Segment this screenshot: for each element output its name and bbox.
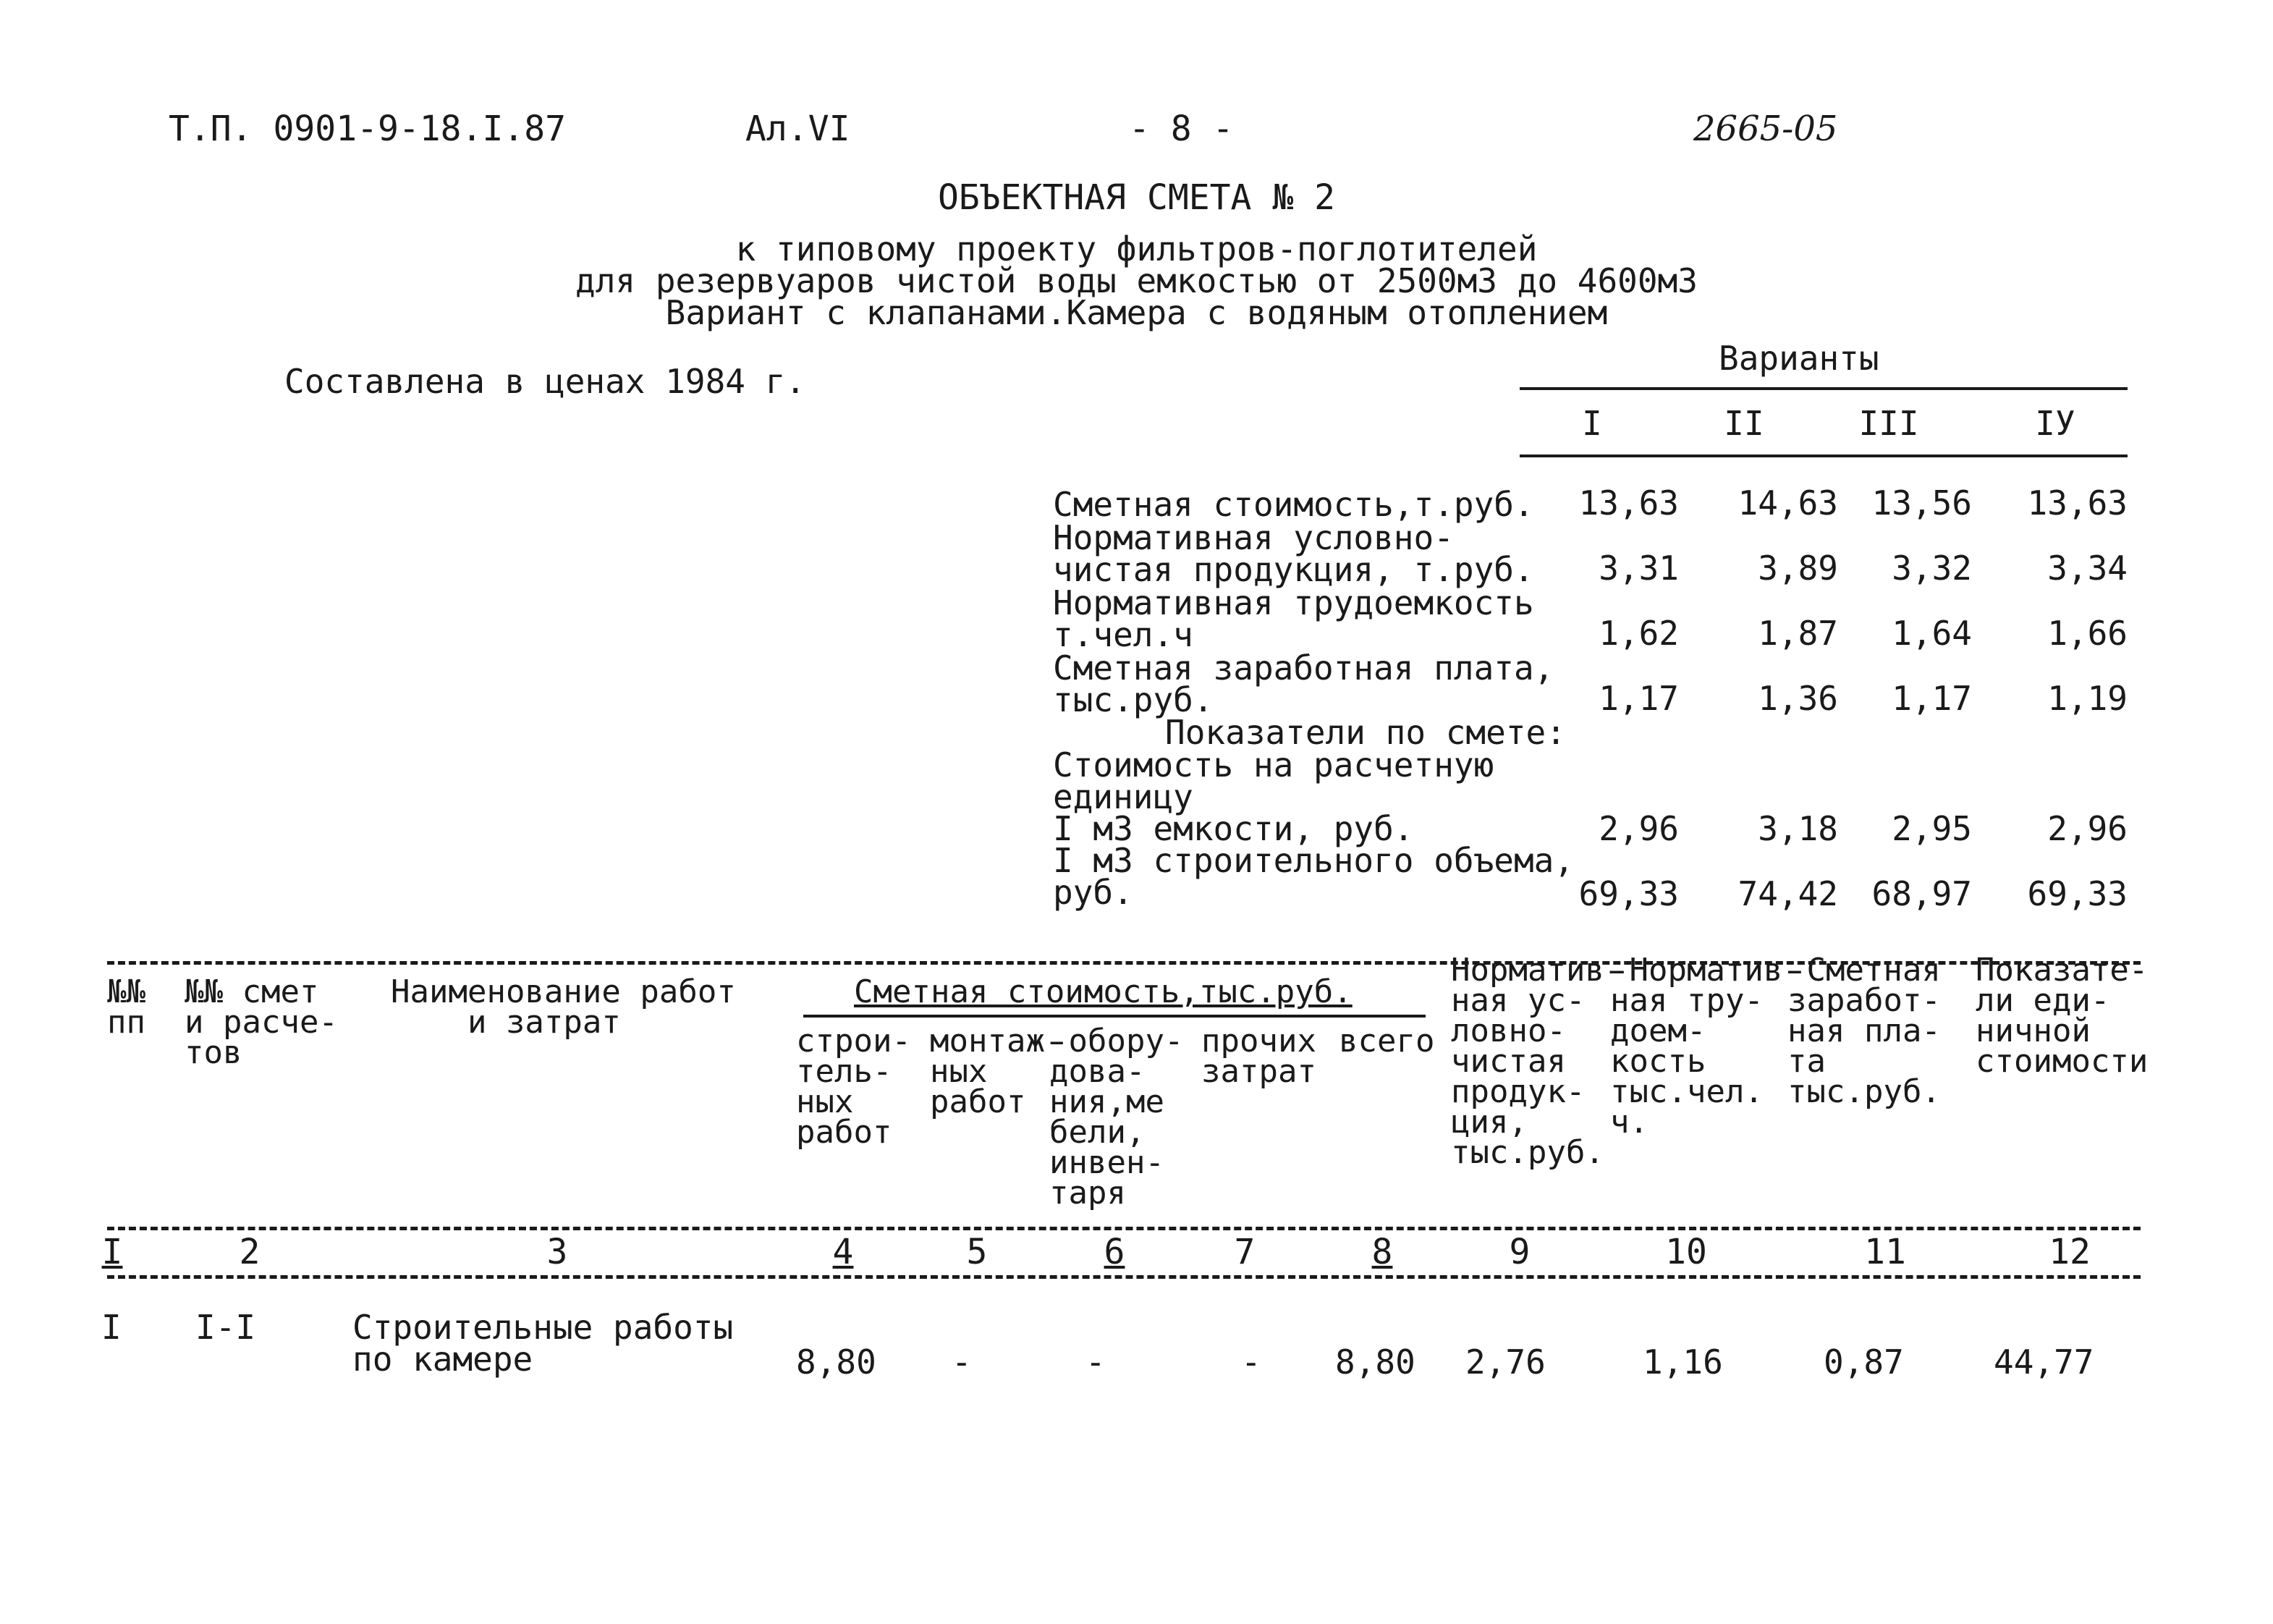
variant-value: 1,66 bbox=[2047, 614, 2128, 653]
sheet-label: Ал.VI bbox=[745, 109, 850, 149]
row-other-cost: - bbox=[1241, 1342, 1261, 1382]
header-construction: строи- тель- ных работ bbox=[796, 1023, 911, 1151]
variant-value: 3,34 bbox=[2047, 549, 2128, 588]
prices-note: Составлена в ценах 1984 г. bbox=[284, 362, 806, 401]
variant-col-1: I bbox=[1582, 404, 1602, 443]
header-total: всего bbox=[1339, 1023, 1435, 1060]
row-net-output: 2,76 bbox=[1465, 1342, 1546, 1382]
variant-col-3: III bbox=[1858, 404, 1919, 443]
variant-value: 14,63 bbox=[1737, 483, 1838, 523]
column-number: 9 bbox=[1509, 1232, 1531, 1272]
column-number: 6 bbox=[1104, 1232, 1125, 1272]
indicator-value: 2,96 bbox=[2047, 809, 2128, 848]
variant-value: 1,87 bbox=[1758, 614, 1838, 653]
header-other-costs: прочих затрат bbox=[1201, 1023, 1316, 1090]
column-number: 7 bbox=[1234, 1232, 1256, 1272]
header-unit-cost: Показате- ли еди- ничной стоимости bbox=[1976, 952, 2149, 1080]
variant-row-label: Сметная стоимость,т.руб. bbox=[1053, 485, 1534, 524]
table-rule-header-bottom bbox=[107, 1227, 2141, 1230]
variant-value: 13,56 bbox=[1871, 483, 1972, 523]
column-number: 5 bbox=[966, 1232, 988, 1272]
variant-value: 1,19 bbox=[2047, 679, 2128, 718]
row-unit-cost: 44,77 bbox=[1994, 1342, 2094, 1382]
cost-group-rule bbox=[803, 1015, 1426, 1018]
project-code: Т.П. 0901-9-18.I.87 bbox=[169, 109, 567, 149]
column-number: 11 bbox=[1864, 1232, 1906, 1272]
unit-cost-label: единицу bbox=[1053, 777, 1193, 816]
variant-row-label: чистая продукция, т.руб. bbox=[1053, 550, 1534, 589]
variant-value: 1,17 bbox=[1892, 679, 1972, 718]
indicators-heading: Показатели по смете: bbox=[1165, 713, 1566, 752]
variant-value: 1,62 bbox=[1599, 614, 1679, 653]
row-installation-cost: - bbox=[952, 1342, 972, 1382]
variant-row-label: Нормативная условно- bbox=[1053, 518, 1454, 557]
indicator-row-label: руб. bbox=[1053, 873, 1133, 912]
column-number: 3 bbox=[546, 1232, 568, 1272]
indicator-value: 2,95 bbox=[1892, 809, 1972, 848]
variant-value: 3,89 bbox=[1758, 549, 1838, 588]
header-net-output: Норматив- ная ус- ловно- чистая продук- ция, тыс.руб. bbox=[1451, 952, 1624, 1171]
indicator-row-label: I м3 емкости, руб. bbox=[1053, 809, 1414, 848]
header-labor: -Норматив- ная тру- доем- кость тыс.чел. ч. bbox=[1610, 952, 1802, 1141]
subtitle-line-2: для резервуаров чистой воды емкостью от 2500м3 до 4600м3 bbox=[575, 261, 1698, 300]
row-work-name: Строительные работы по камере bbox=[352, 1308, 734, 1379]
subtitle-line-3: Вариант с клапанами.Камера с водяным отоплением bbox=[665, 293, 1608, 332]
variant-value: 1,36 bbox=[1758, 679, 1838, 718]
column-number: 2 bbox=[239, 1232, 261, 1272]
variant-value: 13,63 bbox=[1578, 483, 1679, 523]
variant-col-4: IУ bbox=[2035, 404, 2075, 443]
column-number: 4 bbox=[832, 1232, 854, 1272]
variants-heading: Варианты bbox=[1719, 339, 1879, 378]
variants-rule-top bbox=[1520, 387, 2128, 390]
variant-row-label: т.чел.ч bbox=[1053, 615, 1193, 654]
subtitle-line-1: к типовому проекту фильтров-поглотителей bbox=[735, 229, 1538, 268]
indicator-value: 68,97 bbox=[1871, 874, 1972, 913]
row-labor: 1,16 bbox=[1643, 1342, 1723, 1382]
indicator-value: 74,42 bbox=[1737, 874, 1838, 913]
document-title: ОБЪЕКТНАЯ СМЕТА № 2 bbox=[937, 177, 1336, 218]
row-wages: 0,87 bbox=[1824, 1342, 1904, 1382]
indicator-row-label: I м3 строительного объема, bbox=[1053, 841, 1575, 880]
row-total-cost: 8,80 bbox=[1335, 1342, 1415, 1382]
document-number: 2665-05 bbox=[1693, 109, 1838, 149]
header-equipment: -обору- дова- ния,ме бели, инвен- таря bbox=[1049, 1023, 1184, 1211]
header-wages: -Сметная заработ- ная пла- та тыс.руб. bbox=[1787, 952, 1941, 1110]
variant-value: 3,32 bbox=[1892, 549, 1972, 588]
variant-row-label: Нормативная трудоемкость bbox=[1053, 583, 1534, 622]
indicator-value: 69,33 bbox=[2027, 874, 2128, 913]
row-construction-cost: 8,80 bbox=[796, 1342, 876, 1382]
indicator-value: 69,33 bbox=[1578, 874, 1679, 913]
header-estimate-ref: №№ смет и расче- тов bbox=[185, 973, 338, 1071]
variant-row-label: тыс.руб. bbox=[1053, 680, 1214, 719]
row-number: I bbox=[101, 1308, 122, 1347]
variant-value: 3,31 bbox=[1599, 549, 1679, 588]
header-installation: монтаж- ных работ bbox=[930, 1023, 1064, 1120]
header-row-number: №№ пп bbox=[107, 973, 145, 1041]
indicator-value: 2,96 bbox=[1599, 809, 1679, 848]
variant-row-label: Сметная заработная плата, bbox=[1053, 648, 1554, 688]
header-cost-group: Сметная стоимость,тыс.руб. bbox=[854, 973, 1353, 1010]
variant-value: 1,17 bbox=[1599, 679, 1679, 718]
indicator-value: 3,18 bbox=[1758, 809, 1838, 848]
variant-value: 13,63 bbox=[2027, 483, 2128, 523]
column-number: 8 bbox=[1371, 1232, 1393, 1272]
variant-col-2: II bbox=[1724, 404, 1764, 443]
column-number: I bbox=[101, 1232, 123, 1272]
header-work-name: Наименование работ и затрат bbox=[391, 973, 736, 1041]
column-number: 12 bbox=[2049, 1232, 2091, 1272]
column-number: 10 bbox=[1665, 1232, 1707, 1272]
row-equipment-cost: - bbox=[1085, 1342, 1106, 1382]
variants-rule-bottom bbox=[1520, 454, 2128, 457]
unit-cost-label: Стоимость на расчетную bbox=[1053, 745, 1494, 784]
table-rule-colnums-bottom bbox=[107, 1275, 2141, 1279]
page-number: - 8 - bbox=[1129, 109, 1234, 149]
variant-value: 1,64 bbox=[1892, 614, 1972, 653]
row-estimate-ref: I-I bbox=[195, 1308, 256, 1347]
